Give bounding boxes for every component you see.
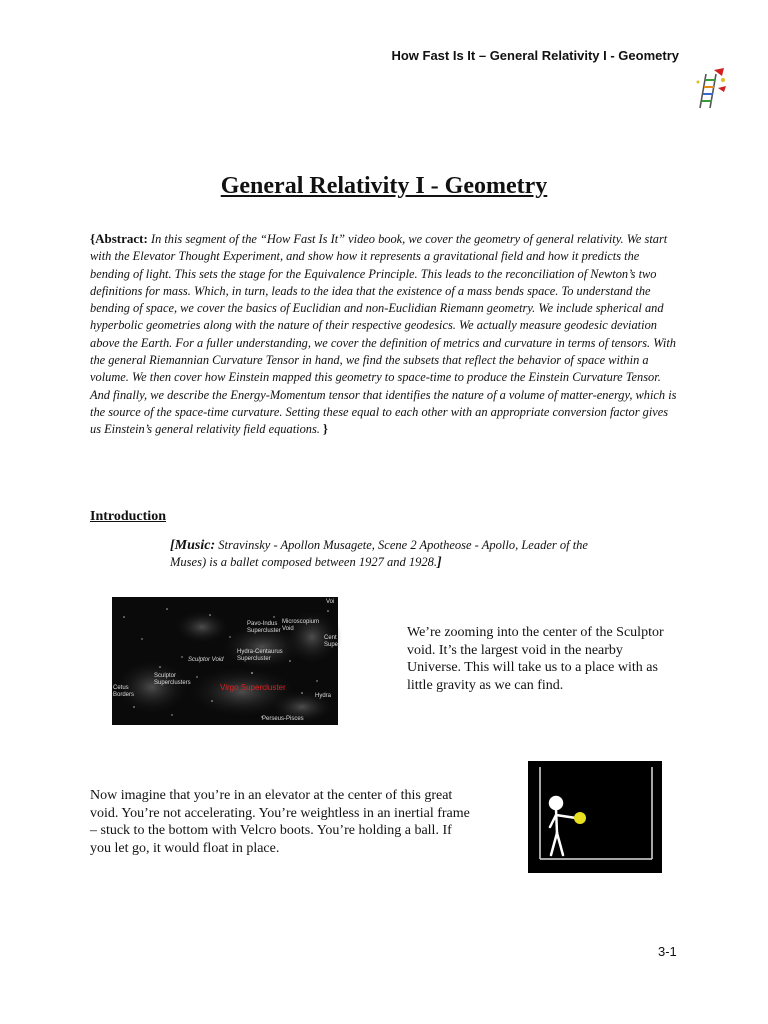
ladder-rocket-icon xyxy=(694,66,730,110)
map-label-perseus-pisces: Perseus-Pisces xyxy=(262,716,304,722)
abstract-label: {Abstract: xyxy=(90,231,148,246)
music-text: Stravinsky - Apollon Musagete, Scene 2 Apotheose - Apollo, Leader of the Muses) is a ballet composed between 1927 and 1928. xyxy=(170,538,588,569)
section-heading-introduction: Introduction xyxy=(90,509,166,524)
map-label-sculptor-void: Sculptor Void xyxy=(188,657,224,663)
map-label-cetus: Cetus Borders xyxy=(113,685,135,698)
paragraph-sculptor-void: We’re zooming into the center of the Sculptor void. It’s the largest void in the nearby Universe. This will take us to a place with as little gravity as we can find. xyxy=(407,625,664,693)
music-note xyxy=(170,537,595,571)
map-label-hydra: Hydra xyxy=(315,693,332,699)
paragraph-elevator: Now imagine that you’re in an elevator at the center of this great void. You’re not accelerating. You’re weightless in an inertial frame – stuck to the bottom with Velcro boots. You’re holding a ball. If you let go, it would float in place. xyxy=(90,788,470,856)
map-label-pavo-indus: Pavo-Indus Supercluster xyxy=(247,621,281,634)
map-label-hydra-centaurus: Hydra-Centaurus Supercluster xyxy=(237,649,283,662)
map-label-sculptor-superclusters: Sculptor Superclusters xyxy=(154,673,191,686)
abstract xyxy=(90,230,680,439)
abstract-body: In this segment of the “How Fast Is It” video book, we cover the geometry of general relativity. We start with the Elevator Thought Experiment, and show how it represents a gravitational field and how it predicts the bending of light. This sets the stage for the Equivalence Principle. This leads to the reconciliation of Newton’s two definitions for mass. Which, in turn, leads to the idea that the existence of a mass bends space. To understand the bending of space, we cover the basics of Euclidian and non-Euclidian Riemann geometry. We include spherical and hyperbolic geometries along with the nature of their respective geodesics. We actually measure geodesic deviation above the Earth. For a fuller understanding, we cover the definition of metrics and curvature in terms of tensors. With the general Riemannian Curvature Tensor in hand, we find the subsets that reflect the behavior of space within a volume. We then cover how Einstein mapped this geometry to space-time to produce the Einstein Curvature Tensor. And finally, we describe the Energy-Momentum tensor that identifies the nature of a volume of matter-energy, which is the source of the space-time curvature. Setting these equal to each other with an appropriate conversion factor gives us Einstein’s general relativity field equations. xyxy=(90,232,677,437)
page-title: General Relativity I - Geometry xyxy=(220,173,548,199)
sculptor-void-map-image xyxy=(112,597,341,725)
map-label-centaurus: Cent Super xyxy=(324,635,341,648)
map-label-microscopium: Microscopium Void xyxy=(282,619,320,632)
music-label: [Music: xyxy=(170,538,216,553)
map-label-virgo-supercluster: Virgo Supercluster xyxy=(220,683,286,692)
abstract-close-brace: } xyxy=(323,422,328,437)
map-label-voids: Voi xyxy=(326,599,335,605)
galaxy-field xyxy=(112,597,341,725)
elevator-figure-image xyxy=(528,761,662,873)
running-header: How Fast Is It – General Relativity I - Geometry xyxy=(391,48,679,63)
music-close-bracket: ] xyxy=(436,555,442,570)
page-number: 3-1 xyxy=(658,944,677,959)
